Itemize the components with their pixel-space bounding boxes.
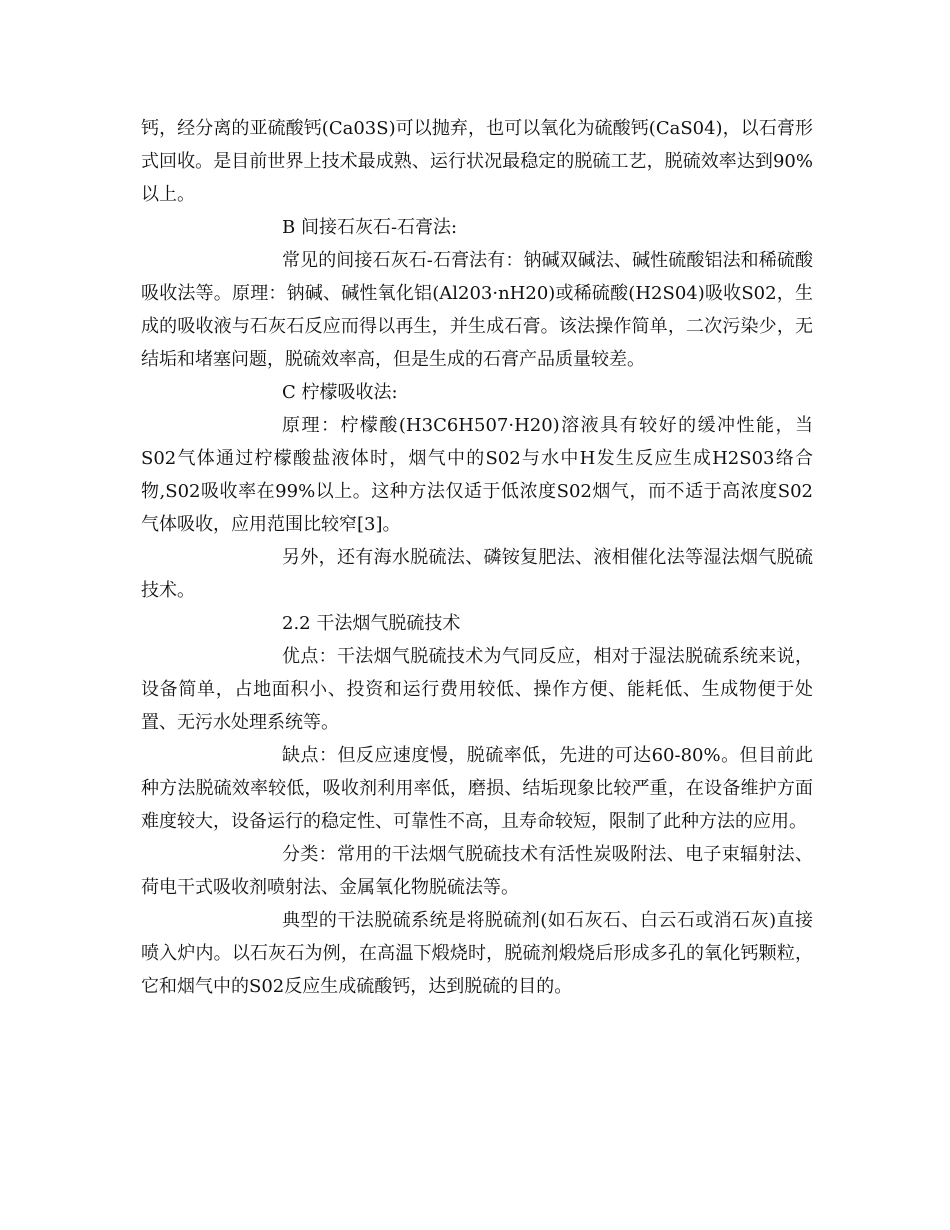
section-heading-citric-absorption: C 柠檬吸收法:: [282, 382, 398, 403]
document-body: [141, 112, 813, 1003]
paragraph-citric-absorption: 原理：柠檬酸(H3C6H507·H20)溶液具有较好的缓冲性能，当S02气体通过柠檬酸盐液体时，烟气中的S02与水中H发生反应生成H2S03络合物,S02吸收率在99%以上。这种方法仅适于低浓度S02烟气，而不适于高浓度S02气体吸收，应用范围比较窄[3]。: [141, 415, 813, 535]
paragraph-dry-classification: 分类：常用的干法烟气脱硫技术有活性炭吸附法、电子束辐射法、荷电干式吸收剂喷射法、金属氧化物脱硫法等。: [141, 844, 813, 898]
paragraph-other-wet-methods: 另外，还有海水脱硫法、磷铵复肥法、液相催化法等湿法烟气脱硫技术。: [141, 547, 813, 601]
section-heading-dry-desulfurization: 2.2 干法烟气脱硫技术: [282, 613, 461, 634]
paragraph-continued-limestone-gypsum: 钙，经分离的亚硫酸钙(Ca03S)可以抛弃，也可以氧化为硫酸钙(CaS04)，以石膏形式回收。是目前世界上技术最成熟、运行状况最稳定的脱硫工艺，脱硫效率达到90%以上。: [141, 118, 813, 205]
paragraph-indirect-limestone-gypsum: 常见的间接石灰石-石膏法有：钠碱双碱法、碱性硫酸铝法和稀硫酸吸收法等。原理：钠碱、碱性氧化铝(Al203·nH20)或稀硫酸(H2S04)吸收S02，生成的吸收液与石灰石反应而得以再生，并生成石膏。该法操作简单，二次污染少，无结垢和堵塞问题，脱硫效率高，但是生成的石膏产品质量较差。: [141, 250, 813, 370]
paragraph-dry-advantages: 优点：干法烟气脱硫技术为气同反应，相对于湿法脱硫系统来说，设备简单，占地面积小、投资和运行费用较低、操作方便、能耗低、生成物便于处置、无污水处理系统等。: [141, 646, 813, 733]
section-heading-indirect-limestone-gypsum: B 间接石灰石-石膏法:: [282, 217, 458, 238]
paragraph-dry-disadvantages: 缺点：但反应速度慢，脱硫率低，先进的可达60-80%。但目前此种方法脱硫效率较低，吸收剂利用率低，磨损、结垢现象比较严重，在设备维护方面难度较大，设备运行的稳定性、可靠性不高，且寿命较短，限制了此种方法的应用。: [141, 745, 813, 832]
paragraph-typical-dry-system: 典型的干法脱硫系统是将脱硫剂(如石灰石、白云石或消石灰)直接喷入炉内。以石灰石为例，在高温下煅烧时，脱硫剂煅烧后形成多孔的氧化钙颗粒，它和烟气中的S02反应生成硫酸钙，达到脱硫的目的。: [141, 910, 813, 997]
